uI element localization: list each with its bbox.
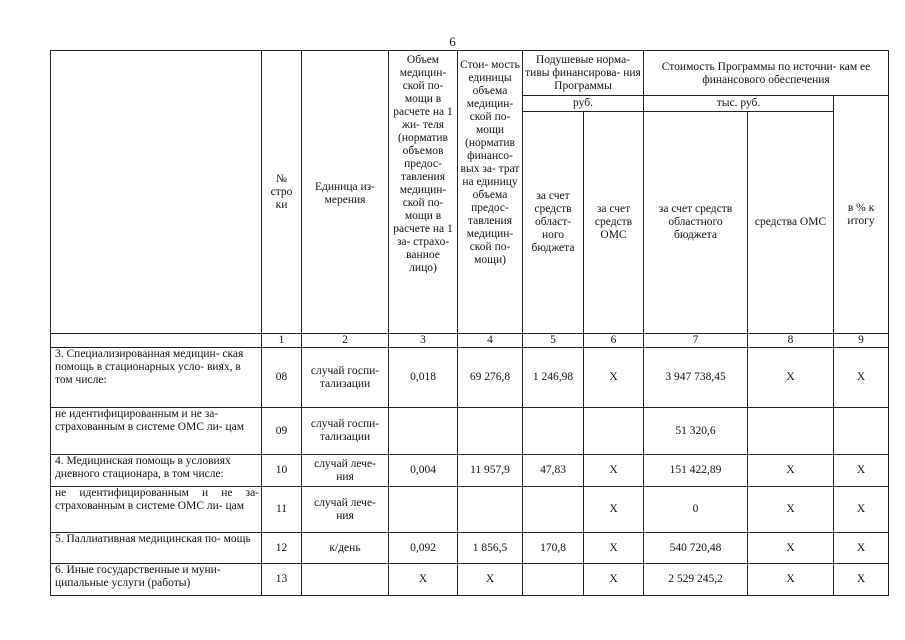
row-per-capita-budget: 170,8 — [523, 533, 584, 564]
row-cost-budget: 2 529 245,2 — [644, 564, 748, 596]
row-unit-cost: 69 276,8 — [458, 348, 523, 408]
row-unit-cost: X — [458, 564, 523, 596]
column-number: 3 — [389, 334, 458, 348]
column-number-empty — [51, 334, 262, 348]
row-name: не идентифицированным и не за- страхованным в системе ОМС ли- цам — [51, 487, 262, 533]
header-volume: Объем медицин- ской по- мощи в расчете на 1 жи- теля (норматив объемов предос- тавления медицин- ской по- мощи в расчете на 1 за- страхо- ванное лицо) — [389, 51, 458, 334]
header-empty-cell — [51, 51, 262, 334]
row-unit: случай лече- ния — [302, 455, 389, 487]
row-cost-budget: 540 720,48 — [644, 533, 748, 564]
row-cost-oms: X — [748, 455, 834, 487]
row-cost-oms: X — [748, 348, 834, 408]
row-cost-budget: 3 947 738,45 — [644, 348, 748, 408]
row-cost-budget: 151 422,89 — [644, 455, 748, 487]
row-name: 6. Иные государственные и муни- ципальные услуги (работы) — [51, 564, 262, 596]
row-cost-oms: X — [748, 487, 834, 533]
row-number: 12 — [262, 533, 302, 564]
header-thous-rub: тыс. руб. — [644, 96, 834, 112]
row-cost-oms — [748, 408, 834, 455]
row-percent — [834, 408, 889, 455]
table-row — [51, 533, 889, 564]
row-per-capita-budget — [523, 564, 584, 596]
header-regional-budget-funds-2: за счет средств областного бюджета — [644, 112, 748, 334]
column-number: 6 — [584, 334, 644, 348]
header-unit-cost: Стои- мость единицы объема медицин- ской по- мощи (норматив финансо- вых за- трат на единицу объема предос- тавления медицин- ской по- мощи) — [458, 51, 523, 334]
row-cost-oms: X — [748, 564, 834, 596]
table-row — [51, 564, 889, 596]
row-cost-budget: 51 320,6 — [644, 408, 748, 455]
row-name: 4. Медицинская помощь в условиях дневного стационара, в том числе: — [51, 455, 262, 487]
column-number: 7 — [644, 334, 748, 348]
row-per-capita-oms: X — [584, 533, 644, 564]
row-volume: 0,018 — [389, 348, 458, 408]
row-number: 11 — [262, 487, 302, 533]
row-unit-cost — [458, 408, 523, 455]
row-per-capita-oms — [584, 408, 644, 455]
row-volume — [389, 408, 458, 455]
header-oms-funds: за счет средств ОМС — [584, 112, 644, 334]
row-unit-cost: 1 856,5 — [458, 533, 523, 564]
page-number: 6 — [449, 34, 456, 49]
header-unit: Единица из- мерения — [302, 51, 389, 334]
row-percent: X — [834, 564, 889, 596]
row-percent: X — [834, 533, 889, 564]
row-per-capita-oms: X — [584, 564, 644, 596]
row-unit: к/день — [302, 533, 389, 564]
row-per-capita-budget: 47,83 — [523, 455, 584, 487]
row-name: 5. Паллиативная медицинская по- мощь — [51, 533, 262, 564]
program-cost-table — [50, 50, 889, 596]
row-percent: X — [834, 455, 889, 487]
column-number: 9 — [834, 334, 889, 348]
row-per-capita-oms: X — [584, 487, 644, 533]
row-number: 10 — [262, 455, 302, 487]
row-number: 13 — [262, 564, 302, 596]
row-cost-budget: 0 — [644, 487, 748, 533]
row-cost-oms: X — [748, 533, 834, 564]
row-per-capita-budget — [523, 408, 584, 455]
row-name: не идентифицированным и не за- страхованным в системе ОМС ли- цам — [51, 408, 262, 455]
header-per-capita: Подушевые норма- тивы финансирова- ния Программы — [523, 51, 644, 96]
column-number: 2 — [302, 334, 389, 348]
row-volume: X — [389, 564, 458, 596]
row-percent: X — [834, 487, 889, 533]
row-unit — [302, 564, 389, 596]
row-volume: 0,092 — [389, 533, 458, 564]
column-number: 5 — [523, 334, 584, 348]
row-percent: X — [834, 348, 889, 408]
row-number: 09 — [262, 408, 302, 455]
row-number: 08 — [262, 348, 302, 408]
header-rub: руб. — [523, 96, 644, 112]
row-per-capita-oms: X — [584, 455, 644, 487]
row-unit: случай лече- ния — [302, 487, 389, 533]
header-row-number: № стро ки — [262, 51, 302, 334]
table-row — [51, 408, 889, 455]
row-name: 3. Специализированная медицин- ская помощь в стационарных усло- виях, в том числе: — [51, 348, 262, 408]
table-row — [51, 455, 889, 487]
row-per-capita-budget: 1 246,98 — [523, 348, 584, 408]
header-oms-funds-2: средства ОМС — [748, 112, 834, 334]
row-unit: случай госпи- тализации — [302, 408, 389, 455]
row-per-capita-budget — [523, 487, 584, 533]
header-percent-total: в % к итогу — [834, 96, 889, 334]
header-regional-budget-funds: за счет средств област- ного бюджета — [523, 112, 584, 334]
table-row — [51, 487, 889, 533]
row-volume — [389, 487, 458, 533]
header-cost-sources: Стоимость Программы по источни- кам ее финансового обеспечения — [644, 51, 889, 96]
row-volume: 0,004 — [389, 455, 458, 487]
column-number: 4 — [458, 334, 523, 348]
row-unit-cost: 11 957,9 — [458, 455, 523, 487]
table-row — [51, 348, 889, 408]
row-unit: случай госпи- тализации — [302, 348, 389, 408]
column-number: 8 — [748, 334, 834, 348]
column-number: 1 — [262, 334, 302, 348]
row-unit-cost — [458, 487, 523, 533]
row-per-capita-oms: X — [584, 348, 644, 408]
